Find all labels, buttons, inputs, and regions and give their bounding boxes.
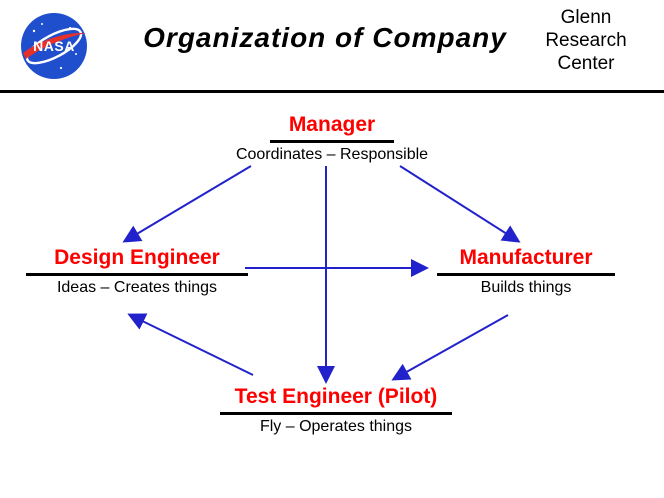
page-header <box>0 0 664 90</box>
node-test-engineer-underline <box>220 412 452 415</box>
node-design-engineer-subtitle: Ideas – Creates things <box>56 279 218 296</box>
node-design-engineer-underline <box>26 273 248 276</box>
edge-manager-to-manufacturer <box>400 166 518 241</box>
edge-manager-to-design <box>125 166 251 241</box>
node-design-engineer-title: Design Engineer <box>54 246 220 269</box>
node-test-engineer <box>190 385 482 436</box>
node-test-engineer-subtitle: Fly – Operates things <box>259 418 413 435</box>
edge-manufacturer-to-test <box>394 315 508 379</box>
node-manager <box>186 113 478 164</box>
edge-test-to-design <box>130 315 253 375</box>
center-name-line-1: Glenn <box>560 7 612 28</box>
center-name-line-2: Research <box>545 30 627 51</box>
node-manufacturer-title: Manufacturer <box>459 246 593 269</box>
nasa-meatball-icon <box>14 6 94 86</box>
org-diagram <box>0 93 664 498</box>
node-manufacturer <box>424 246 628 297</box>
node-manufacturer-underline <box>437 273 615 276</box>
center-name-line-3: Center <box>557 53 615 74</box>
node-manager-underline <box>270 140 394 143</box>
node-design-engineer <box>6 246 268 297</box>
node-test-engineer-title: Test Engineer (Pilot) <box>234 385 438 408</box>
node-manager-title: Manager <box>288 113 376 136</box>
node-manufacturer-subtitle: Builds things <box>480 279 572 296</box>
node-manager-subtitle: Coordinates – Responsible <box>235 146 429 163</box>
center-name <box>526 6 646 75</box>
svg-text:NASA: NASA <box>33 38 75 54</box>
page-title: Organization of Company <box>143 22 507 53</box>
